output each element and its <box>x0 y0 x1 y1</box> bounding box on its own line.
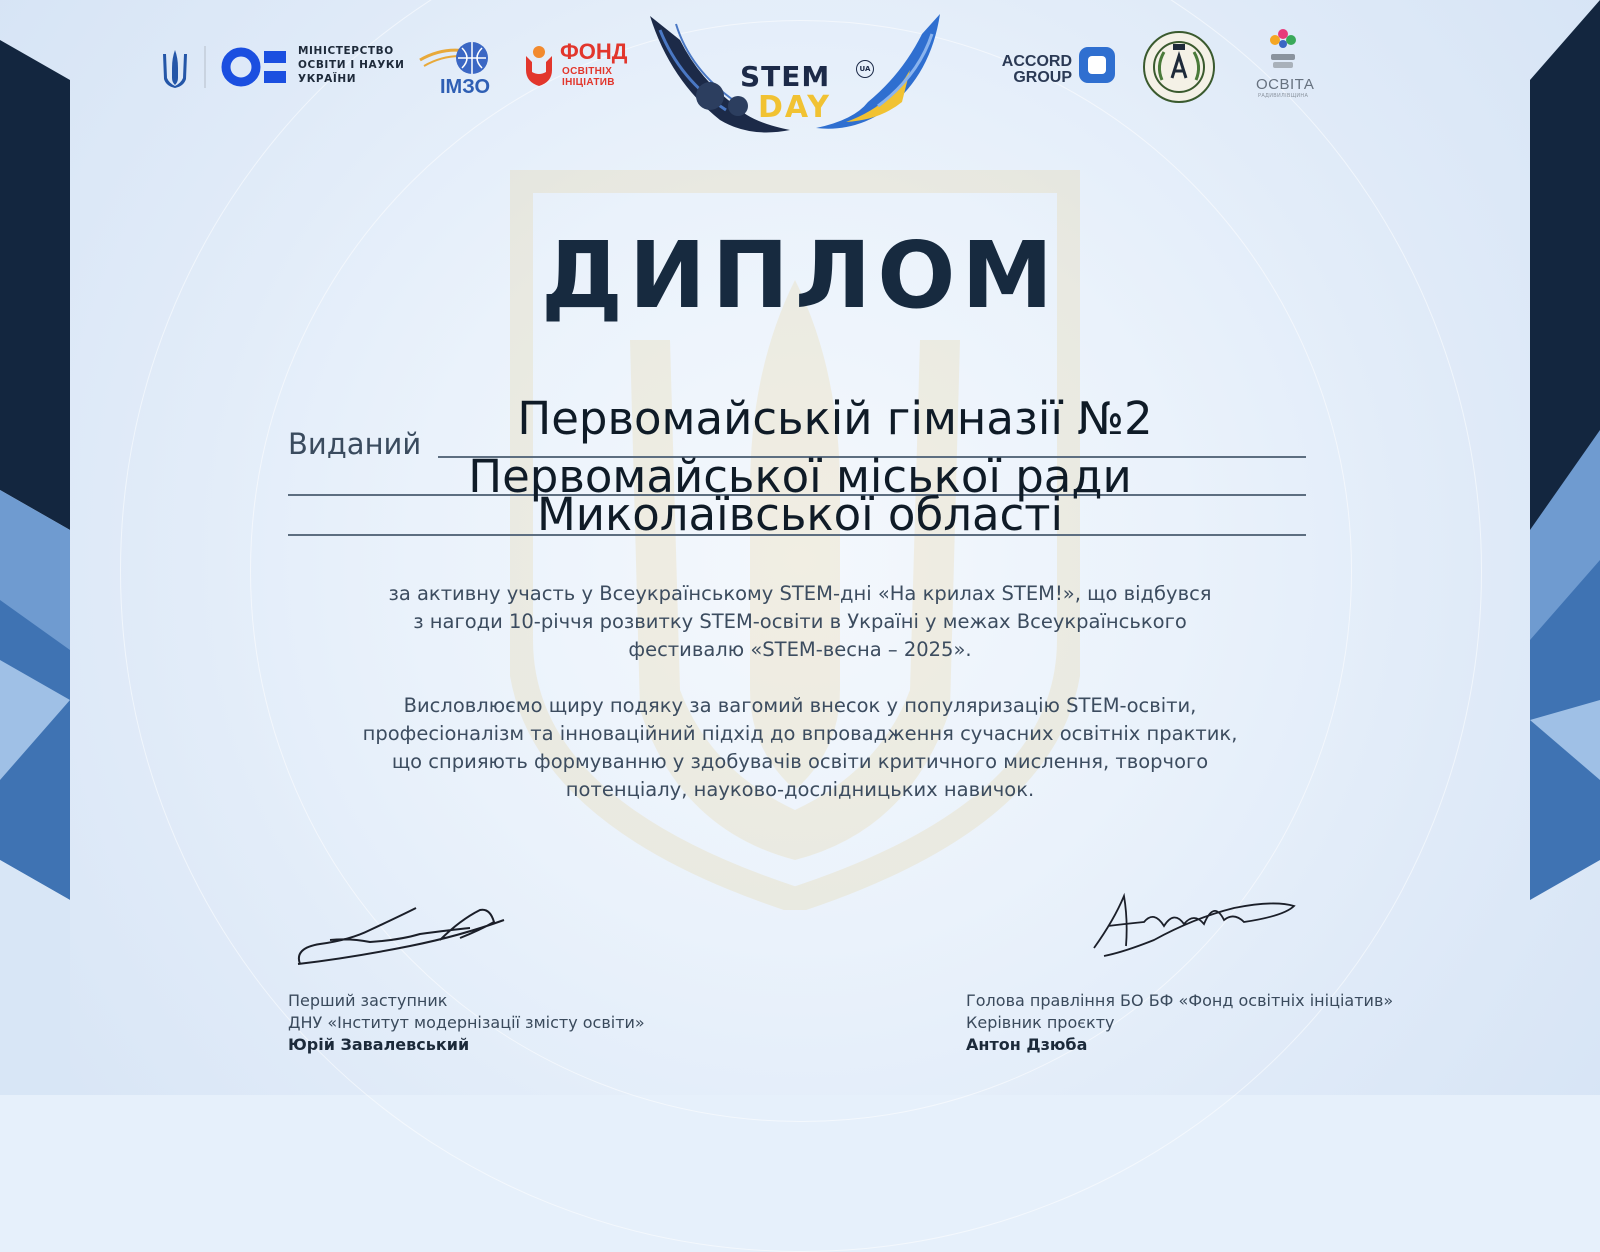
osvita-name: ОСВІТА <box>1256 76 1315 93</box>
ministry-logo-icon <box>220 46 290 88</box>
school-seal-icon <box>1142 30 1216 104</box>
stem-day-day-text: DAY <box>758 90 831 125</box>
accord-group-icon <box>1076 44 1118 86</box>
left-signer-block <box>288 990 645 1056</box>
diploma-title: ДИПЛОМ <box>540 222 1060 329</box>
recipient-line-2: Первомайської міської ради <box>468 450 1132 503</box>
right-signer-name: Антон Дзюба <box>966 1035 1088 1054</box>
left-decor-panel <box>0 0 80 1095</box>
stem-day-stem-text: STEM <box>740 60 831 93</box>
osvita-flower-icon <box>1266 26 1300 76</box>
fond-hands-icon <box>522 42 556 88</box>
stem-day-ua-badge: UA <box>856 60 874 78</box>
imzo-label: ІМЗО <box>440 76 491 98</box>
right-signer-role: Керівник проєкту <box>966 1013 1115 1032</box>
logo-divider <box>204 46 206 88</box>
right-signer-block <box>966 990 1393 1056</box>
recipient-line-1: Первомайській гімназії №2 <box>517 392 1153 445</box>
ukraine-trident-icon <box>160 48 190 88</box>
participation-paragraph: за активну участь у Всеукраїнському STEM-дні «На крилах STEM!», що відбувся з нагоди 10-річчя розвитку STEM-освіти в Україні у межах Всеукраїнського фестивалю «STEM-весна – 2025». <box>388 582 1212 661</box>
fond-title: ФОНД <box>560 39 628 64</box>
recipient-line-3: Миколаївської області <box>536 488 1063 541</box>
right-decor-panel <box>1520 0 1600 1095</box>
ministry-name: МІНІСТЕРСТВО ОСВІТИ І НАУКИ УКРАЇНИ <box>298 45 405 85</box>
fond-subtitle: ОСВІТНІХ ІНІЦІАТИВ <box>562 66 615 88</box>
left-signer-organization: ДНУ «Інститут модернізації змісту освіти» <box>288 1013 645 1032</box>
imzo-globe-icon <box>418 40 502 76</box>
gratitude-paragraph: Висловлюємо щиру подяку за вагомий внесок у популяризацію STEM-освіти, професіоналізм та інноваційний підхід до впровадження сучасних освітніх практик, що сприяють формуванню у здобувачів освіти критичного мислення, творчого потенціалу, науково-дослідницьких навичок. <box>362 694 1238 801</box>
right-signer-position: Голова правління БО БФ «Фонд освітніх ініціатив» <box>966 991 1394 1010</box>
osvita-subtitle: РАДИВИЛІВЩИНА <box>1258 93 1309 99</box>
left-signer-name: Юрій Завалевський <box>288 1035 470 1054</box>
issued-label: Виданий <box>288 427 422 461</box>
right-signature-image <box>1084 890 1314 962</box>
left-signature-image <box>290 900 520 980</box>
accord-group-name: ACCORD GROUP <box>1001 53 1072 86</box>
left-signer-position: Перший заступник <box>288 991 448 1010</box>
